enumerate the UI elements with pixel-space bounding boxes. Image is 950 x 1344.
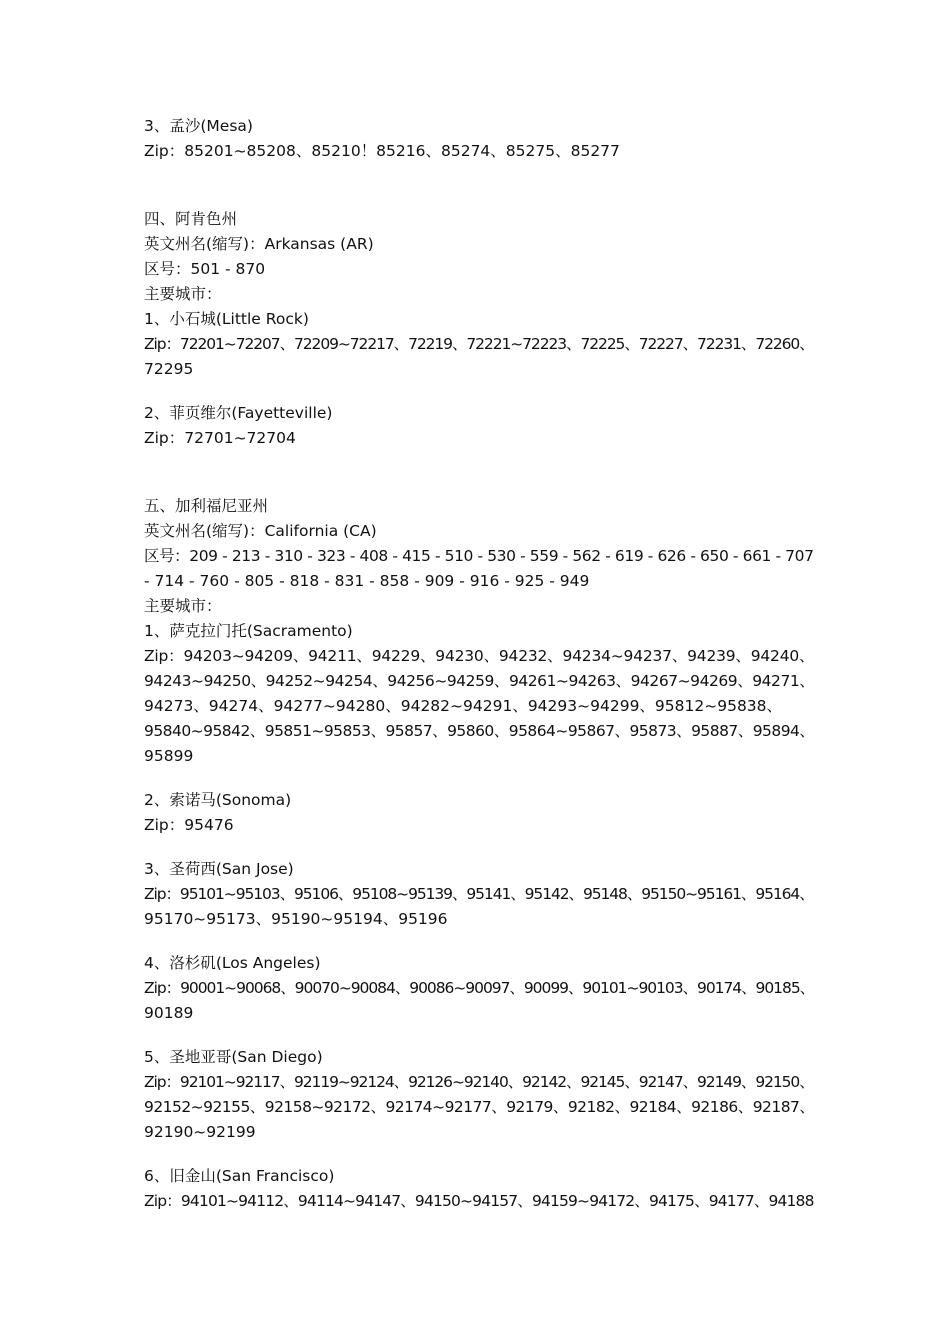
area-code-line: 区号：209 - 213 - 310 - 323 - 408 - 415 - 510 - 530 - 559 - 562 - 619 - 626 - 650 - 661 - 707	[144, 547, 814, 565]
city-heading-little-rock: 1、小石城(Little Rock)	[144, 310, 309, 328]
state-heading-california: 五、加利福尼亚州	[144, 497, 269, 515]
zip-line-continued: 94273、94274、94277~94280、94282~94291、94293~94299、95812~95838、	[144, 697, 783, 715]
zip-line-continued: 95840~95842、95851~95853、95857、95860、95864~95867、95873、95887、95894、	[144, 722, 815, 740]
zip-line: Zip：92101~92117、92119~92124、92126~92140、92142、92145、92147、92149、92150、	[144, 1073, 814, 1091]
document-body	[144, 114, 814, 1214]
zip-line-continued: 94243~94250、94252~94254、94256~94259、94261~94263、94267~94269、94271、	[144, 672, 815, 690]
zip-line: Zip：72201~72207、72209~72217、72219、72221~72223、72225、72227、72231、72260、	[144, 335, 814, 353]
city-heading-san-diego: 5、圣地亚哥(San Diego)	[144, 1048, 323, 1066]
paragraph-gap	[144, 382, 814, 401]
zip-line-continued: 95899	[144, 747, 194, 765]
state-english-name: 英文州名(缩写)：California (CA)	[144, 522, 377, 540]
zip-line-continued: 92190~92199	[144, 1123, 256, 1141]
zip-line-continued: 90189	[144, 1004, 194, 1022]
major-cities-label: 主要城市：	[144, 285, 222, 303]
state-english-name: 英文州名(缩写)：Arkansas (AR)	[144, 235, 374, 253]
zip-line: Zip：85201~85208、85210！85216、85274、85275、85277	[144, 142, 620, 160]
area-code-line: 区号：501 - 870	[144, 260, 266, 278]
city-heading-san-francisco: 6、旧金山(San Francisco)	[144, 1167, 335, 1185]
section-gap	[144, 451, 814, 494]
zip-line-continued: 72295	[144, 360, 194, 378]
zip-line: Zip：72701~72704	[144, 429, 296, 447]
zip-line: Zip：94203~94209、94211、94229、94230、94232、94234~94237、94239、94240、	[144, 647, 815, 665]
city-heading-mesa: 3、孟沙(Mesa)	[144, 117, 253, 135]
zip-line: Zip：95476	[144, 816, 234, 834]
zip-line: Zip：90001~90068、90070~90084、90086~90097、90099、90101~90103、90174、90185、	[144, 979, 815, 997]
city-heading-los-angeles: 4、洛杉矶(Los Angeles)	[144, 954, 321, 972]
paragraph-gap	[144, 838, 814, 857]
major-cities-label: 主要城市：	[144, 597, 222, 615]
area-code-line-continued: - 714 - 760 - 805 - 818 - 831 - 858 - 909 - 916 - 925 - 949	[144, 572, 590, 590]
state-heading-arkansas: 四、阿肯色州	[144, 210, 238, 228]
paragraph-gap	[144, 769, 814, 788]
zip-line: Zip：94101~94112、94114~94147、94150~94157、94159~94172、94175、94177、94188	[144, 1192, 814, 1210]
zip-line: Zip：95101~95103、95106、95108~95139、95141、95142、95148、95150~95161、95164、	[144, 885, 814, 903]
section-gap	[144, 164, 814, 207]
zip-line-continued: 95170~95173、95190~95194、95196	[144, 910, 448, 928]
city-heading-sonoma: 2、索诺马(Sonoma)	[144, 791, 292, 809]
city-heading-san-jose: 3、圣荷西(San Jose)	[144, 860, 294, 878]
city-heading-sacramento: 1、萨克拉门托(Sacramento)	[144, 622, 353, 640]
paragraph-gap	[144, 932, 814, 951]
city-heading-fayetteville: 2、菲页维尔(Fayetteville)	[144, 404, 333, 422]
paragraph-gap	[144, 1026, 814, 1045]
paragraph-gap	[144, 1145, 814, 1164]
zip-line-continued: 92152~92155、92158~92172、92174~92177、92179、92182、92184、92186、92187、	[144, 1098, 815, 1116]
